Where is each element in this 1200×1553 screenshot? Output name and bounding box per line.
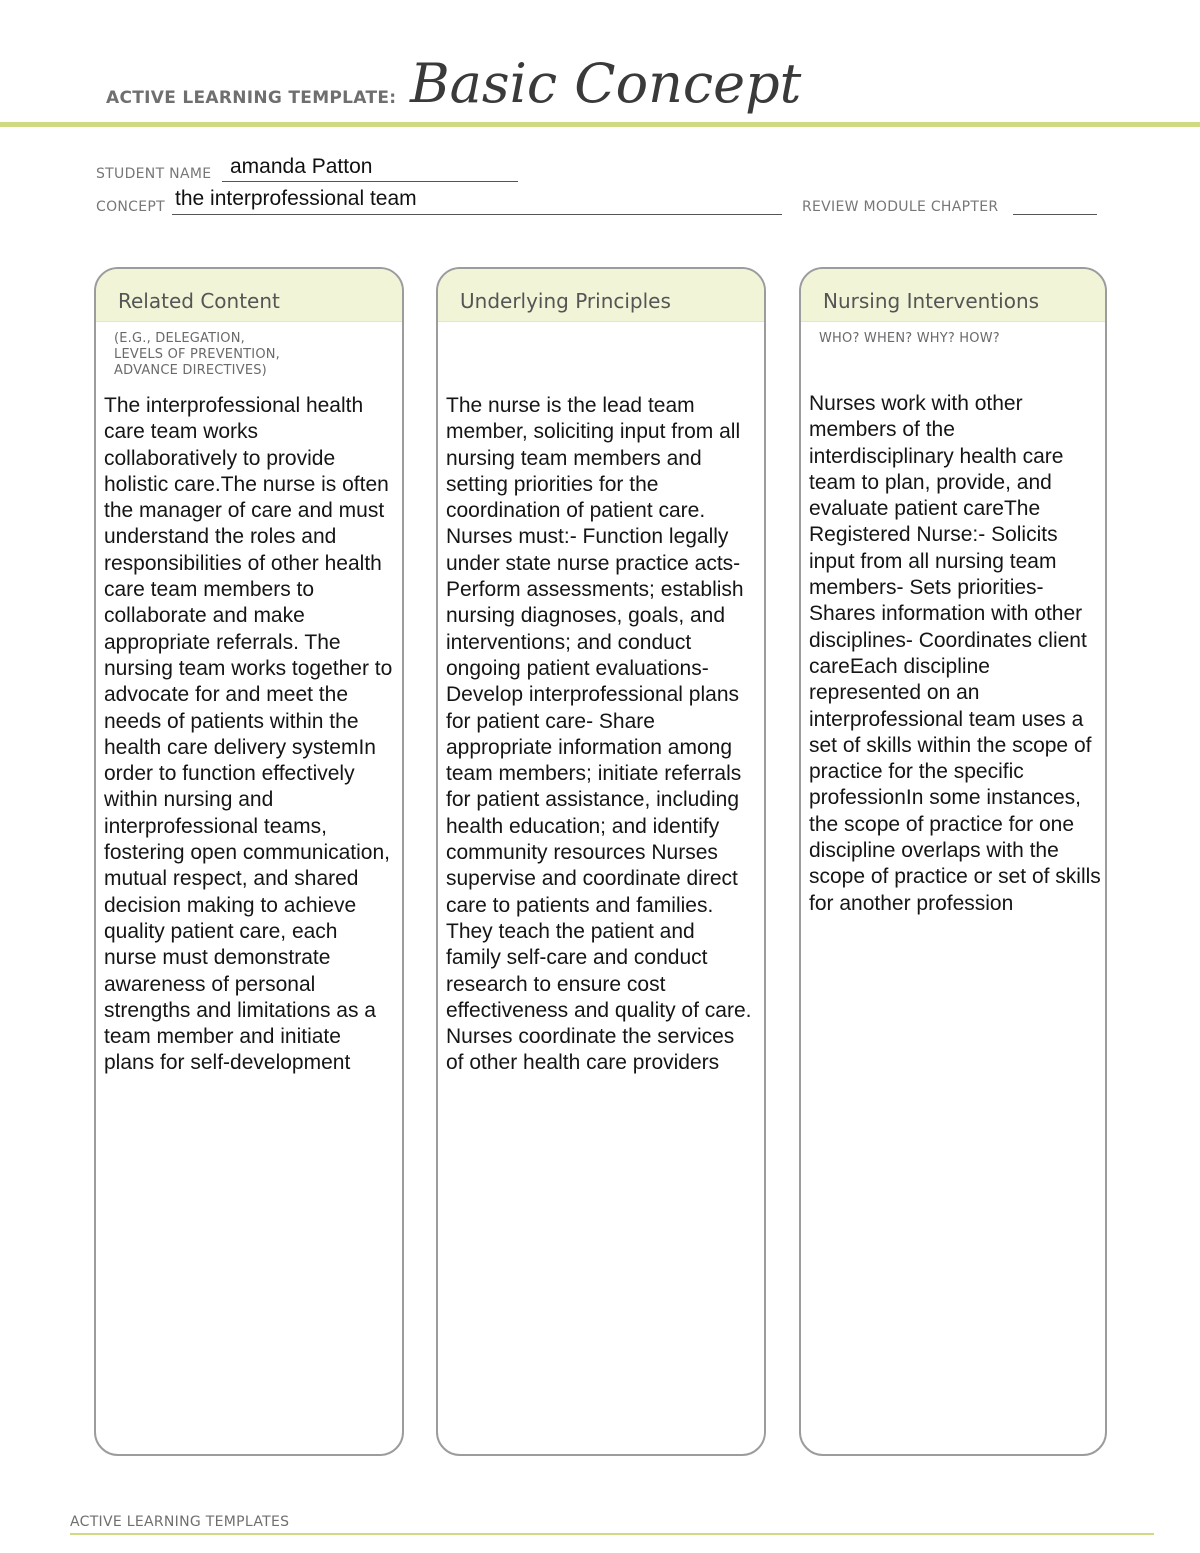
review-module-line bbox=[1013, 214, 1097, 215]
review-module-label: REVIEW MODULE CHAPTER bbox=[802, 199, 999, 215]
footer-label: ACTIVE LEARNING TEMPLATES bbox=[70, 1514, 290, 1530]
card-header bbox=[801, 269, 1105, 322]
card-hint: (E.G., DELEGATION, LEVELS OF PREVENTION, ADVANCE DIRECTIVES) bbox=[114, 331, 281, 378]
nursing-interventions-card bbox=[799, 267, 1107, 1456]
card-body-text[interactable]: The nurse is the lead team member, soliciting input from all nursing team members and setting priorities for the coordination of patient care. Nurses must:- Function legally under state nurse practice acts- Perform assessments; establish nursing diagnoses, goals, and interventions; and conduct ongoing patient evaluations- Develop interprofessional plans for patient care- Share appropriate information among team members; initiate referrals for patient assistance, including health education; and identify community resources Nurses supervise and coordinate direct care to patients and families. They teach the patient and family self-care and conduct research to ensure cost effectiveness and quality of care. Nurses coordinate the services of other health care providers bbox=[446, 394, 752, 1075]
card-body-text[interactable]: Nurses work with other members of the interdisciplinary health care team to plan, provide, and evaluate patient careThe Registered Nurse:- Solicits input from all nursing team members- Sets priorities- Shares information with other disciplines- Coordinates client careEach discipline represented on an interprofessional team uses a set of skills within the scope of practice for the specific professionIn some instances, the scope of practice for one discipline overlaps with the scope of practice or set of skills for another profession bbox=[809, 392, 1101, 915]
card-header bbox=[438, 269, 764, 322]
student-name-label: STUDENT NAME bbox=[96, 166, 212, 182]
concept-line bbox=[172, 214, 782, 215]
card-title: Nursing Interventions bbox=[823, 289, 1040, 313]
header-divider bbox=[0, 122, 1200, 127]
template-label: ACTIVE LEARNING TEMPLATE: bbox=[106, 88, 397, 108]
footer-divider bbox=[70, 1533, 1154, 1535]
concept-field[interactable]: the interprofessional team bbox=[175, 187, 417, 210]
card-hint: WHO? WHEN? WHY? HOW? bbox=[819, 331, 1000, 346]
student-name-field[interactable]: amanda Patton bbox=[230, 155, 373, 178]
related-content-card bbox=[94, 267, 404, 1456]
card-header bbox=[96, 269, 402, 322]
page-title: Basic Concept bbox=[410, 52, 802, 115]
card-title: Related Content bbox=[118, 289, 280, 313]
student-name-line bbox=[222, 181, 518, 182]
card-title: Underlying Principles bbox=[460, 289, 671, 313]
underlying-principles-card bbox=[436, 267, 766, 1456]
card-body-text[interactable]: The interprofessional health care team works collaboratively to provide holistic care.The nurse is often the manager of care and must understand the roles and responsibilities of other health care team members to collaborate and make appropriate referrals. The nursing team works together to advocate for and meet the needs of patients within the health care delivery systemIn order to function effectively within nursing and interprofessional teams, fostering open communication, mutual respect, and shared decision making to achieve quality patient care, each nurse must demonstrate awareness of personal strengths and limitations as a team member and initiate plans for self-development bbox=[104, 394, 393, 1075]
concept-label: CONCEPT bbox=[96, 199, 165, 215]
